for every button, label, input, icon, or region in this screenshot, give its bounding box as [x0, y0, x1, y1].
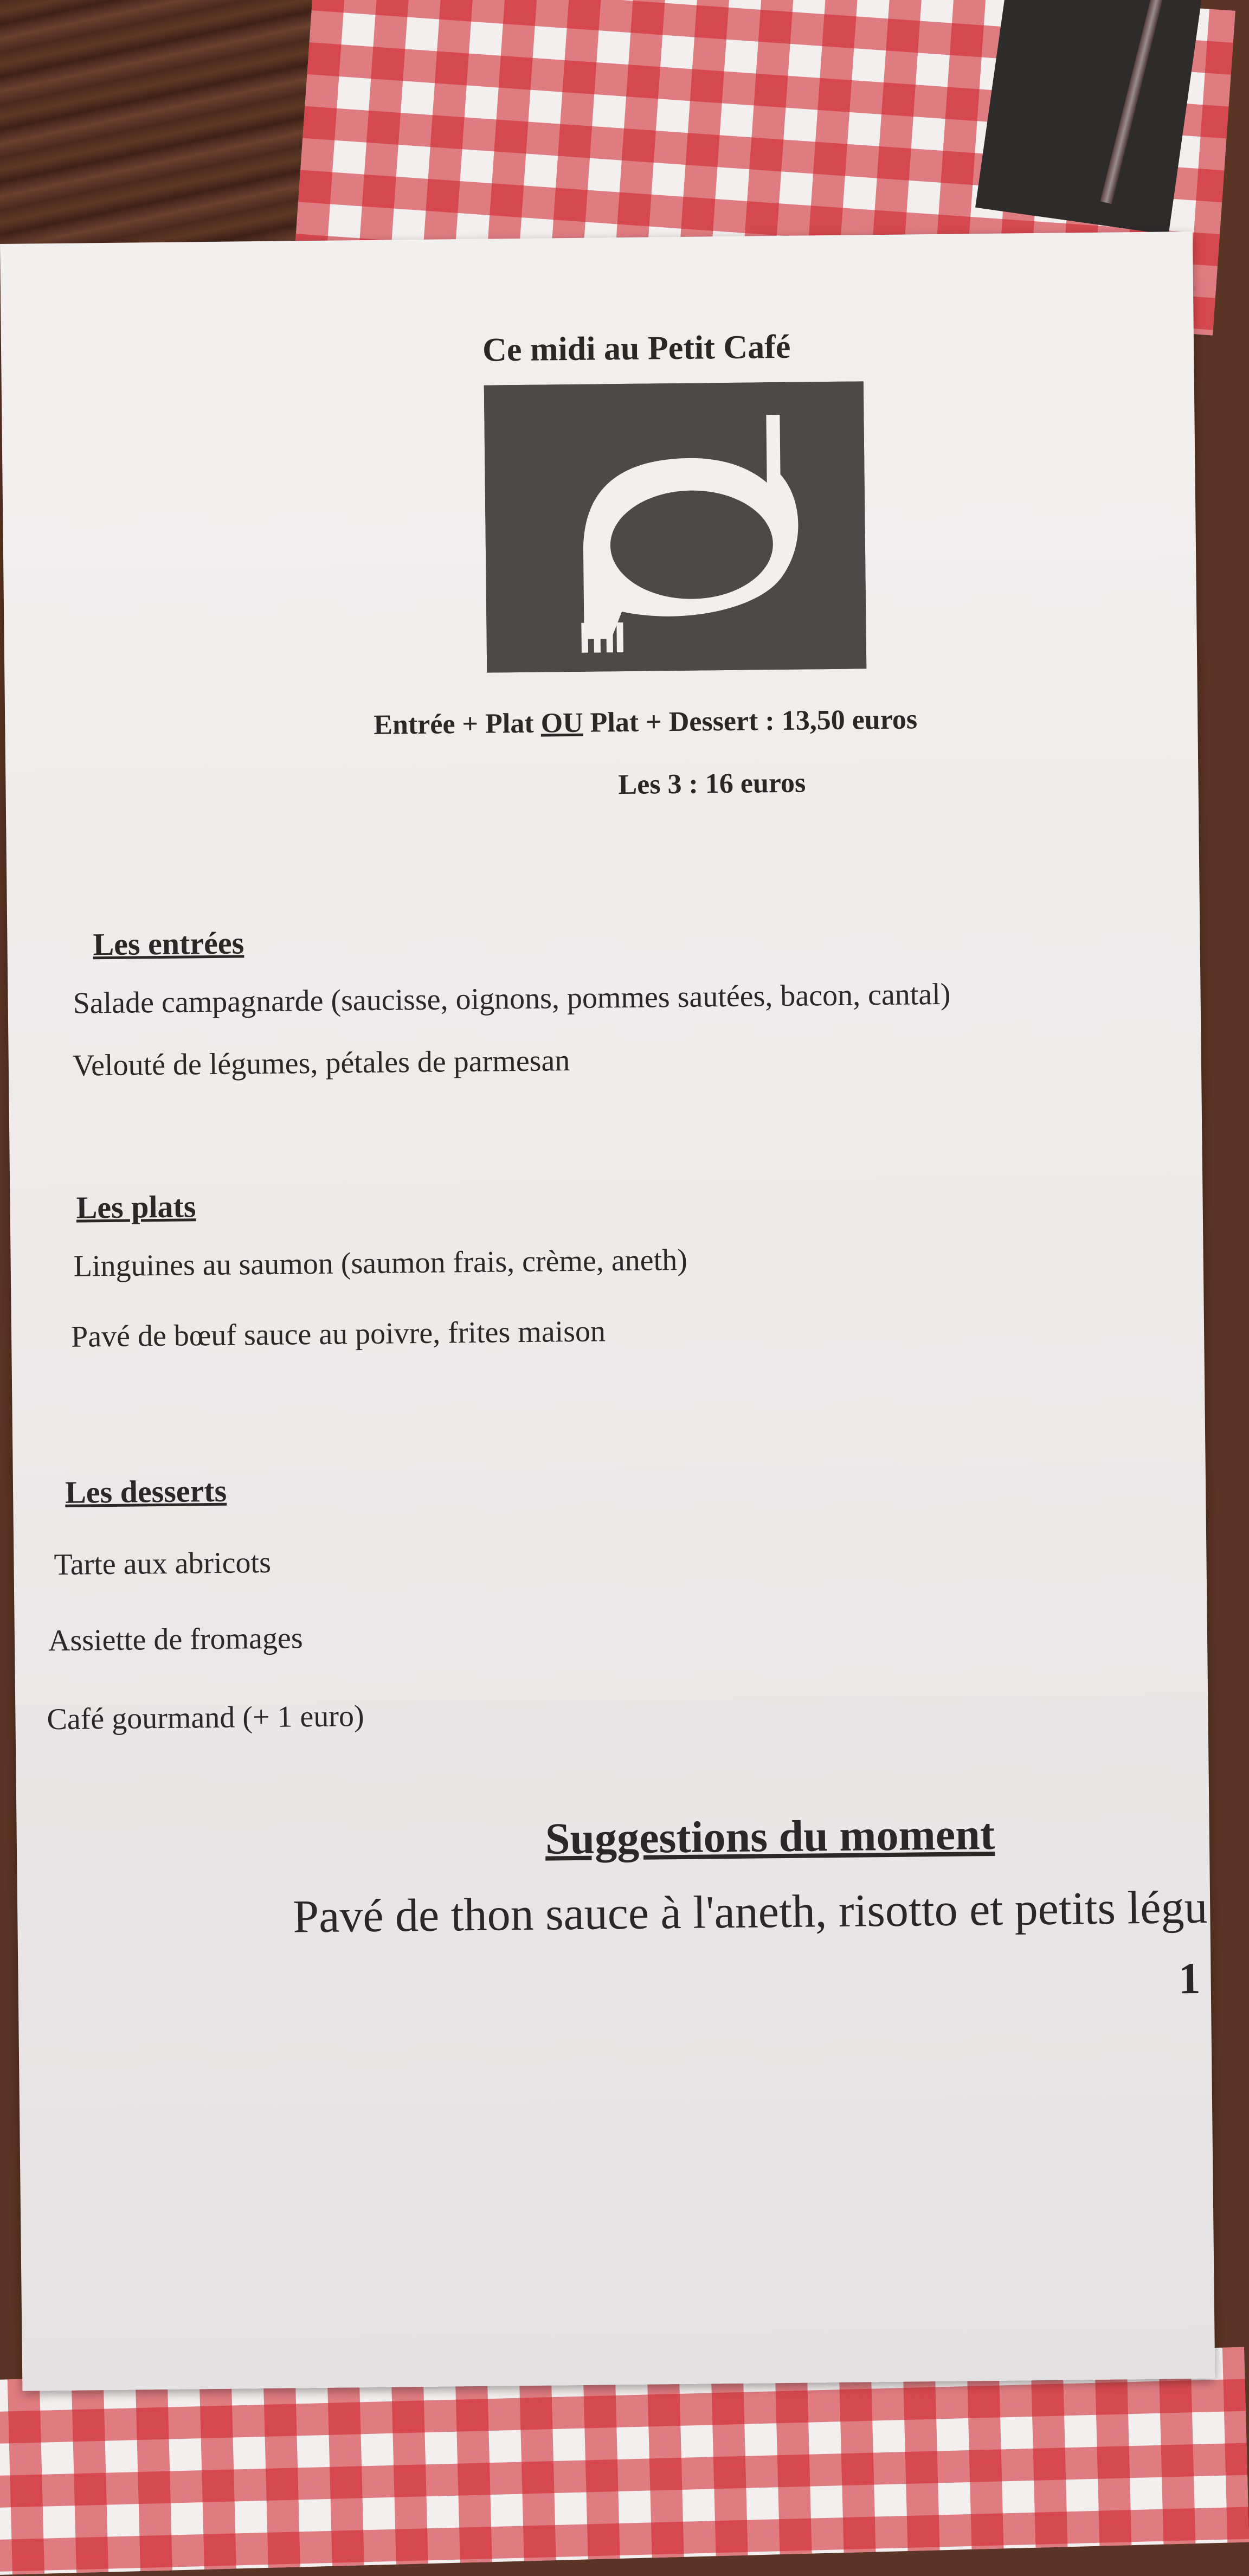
menu-item: Linguines au saumon (saumon frais, crème, aneth) [73, 1243, 688, 1283]
suggestions-heading: Suggestions du moment [545, 1809, 995, 1864]
formula-price-line [374, 703, 917, 741]
menu-item: Pavé de bœuf sauce au poivre, frites maison [70, 1314, 606, 1354]
menu-item: Salade campagnarde (saucisse, oignons, pommes sautées, bacon, cantal) [73, 977, 951, 1020]
trio-price-line: Les 3 : 16 euros [618, 767, 806, 801]
section-heading-entrees: Les entrées [93, 925, 244, 962]
suggestion-price: 1 [1178, 1953, 1201, 2003]
menu-title: Ce midi au Petit Café [482, 328, 791, 369]
placemat [975, 0, 1204, 235]
menu-sheet [0, 232, 1215, 2391]
formula-part1: Entrée + Plat [374, 708, 541, 741]
menu-item: Assiette de fromages [48, 1621, 303, 1658]
formula-part2: Plat + Dessert : 13,50 euros [583, 704, 918, 738]
suggestion-item: Pavé de thon sauce à l'aneth, risotto et petits légu [292, 1880, 1208, 1943]
menu-item: Velouté de légumes, pétales de parmesan [72, 1044, 570, 1083]
section-heading-plats: Les plats [76, 1189, 196, 1225]
restaurant-logo-icon [484, 381, 867, 672]
menu-item: Café gourmand (+ 1 euro) [47, 1699, 364, 1737]
section-heading-desserts: Les desserts [65, 1473, 227, 1510]
formula-or-word: OU [540, 707, 583, 739]
menu-item: Tarte aux abricots [54, 1545, 272, 1582]
